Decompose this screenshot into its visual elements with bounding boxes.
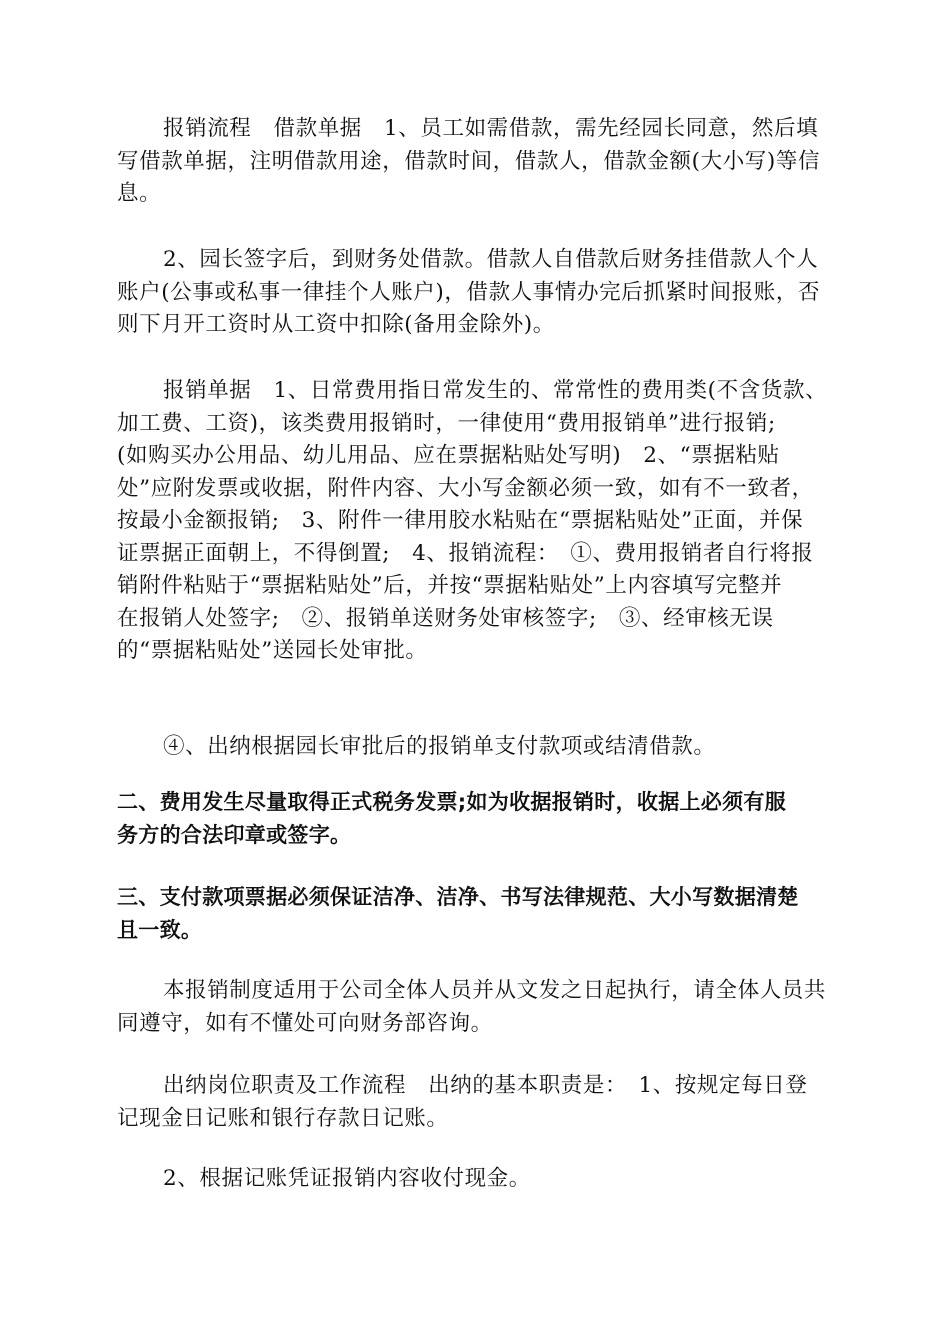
text-line: 账户(公事或私事一律挂个人账户)，借款人事情办完后抓紧时间报账，否 bbox=[117, 279, 821, 305]
text-line: 记现金日记账和银行存款日记账。 bbox=[117, 1105, 449, 1131]
text-line: 三、支付款项票据必须保证洁净、洁净、书写法律规范、大小写数据清楚 bbox=[117, 885, 799, 909]
paragraph-cash-payments bbox=[117, 1163, 835, 1196]
text-line: 2、园长签字后，到财务处借款。借款人自借款后财务挂借款人个人 bbox=[163, 247, 819, 272]
paragraph-reimbursement-documents bbox=[117, 375, 835, 668]
text-line: 息。 bbox=[117, 181, 162, 206]
paragraph-cashier-duties bbox=[117, 1070, 835, 1135]
text-line: 报销单据 1、日常费用指日常发生的、常常性的费用类(不含货款、 bbox=[163, 378, 828, 403]
text-line: ④、出纳根据园长审批后的报销单支付款项或结清借款。 bbox=[163, 734, 716, 759]
text-line: 处”应附发票或收据，附件内容、大小写金额必须一致，如有不一致者， bbox=[117, 475, 814, 501]
paragraph-cashier-payment bbox=[117, 731, 835, 764]
text-line: 2、根据记账凭证报销内容收付现金。 bbox=[163, 1166, 531, 1191]
text-line: 本报销制度适用于公司全体人员并从文发之日起执行，请全体人员共 bbox=[163, 978, 827, 1003]
paragraph-borrowing-process bbox=[117, 113, 835, 211]
paragraph-principal-signature bbox=[117, 244, 835, 342]
text-line: 且一致。 bbox=[117, 917, 203, 942]
text-line: (如购买办公用品、幼儿用品、应在票据粘贴处写明) 2、“票据粘贴 bbox=[117, 443, 780, 468]
text-line: 出纳岗位职责及工作流程 出纳的基本职责是： 1、按规定每日登 bbox=[163, 1073, 808, 1098]
text-line: 二、费用发生尽量取得正式税务发票;如为收据报销时，收据上必须有服 bbox=[117, 790, 786, 814]
text-line: 报销流程 借款单据 1、员工如需借款，需先经园长同意，然后填 bbox=[163, 116, 819, 141]
text-line: 销附件粘贴于“票据粘贴处”后，并按“票据粘贴处”上内容填写完整并 bbox=[117, 573, 783, 598]
text-line: 同遵守，如有不懂处可向财务部咨询。 bbox=[117, 1010, 493, 1036]
text-line: 按最小金额报销; 3、附件一律用胶水粘贴在“票据粘贴处”正面，并保 bbox=[117, 508, 804, 533]
text-line: 务方的合法印章或签字。 bbox=[117, 822, 352, 847]
heading-section-three bbox=[117, 881, 835, 946]
text-line: 写借款单据，注明借款用途，借款时间，借款人，借款金额(大小写)等信 bbox=[117, 148, 821, 174]
text-line: 在报销人处签字; ②、报销单送财务处审核签字; ③、经审核无误 bbox=[117, 605, 774, 631]
text-line: 证票据正面朝上，不得倒置; 4、报销流程： ①、费用报销者自行将报 bbox=[117, 540, 814, 566]
paragraph-scope-statement bbox=[117, 975, 835, 1040]
heading-section-two bbox=[117, 786, 835, 851]
text-line: 则下月开工资时从工资中扣除(备用金除外)。 bbox=[117, 312, 555, 337]
text-line: 的“票据粘贴处”送园长处审批。 bbox=[117, 638, 428, 663]
text-line: 加工费、工资)，该类费用报销时，一律使用“费用报销单”进行报销; bbox=[117, 410, 776, 436]
